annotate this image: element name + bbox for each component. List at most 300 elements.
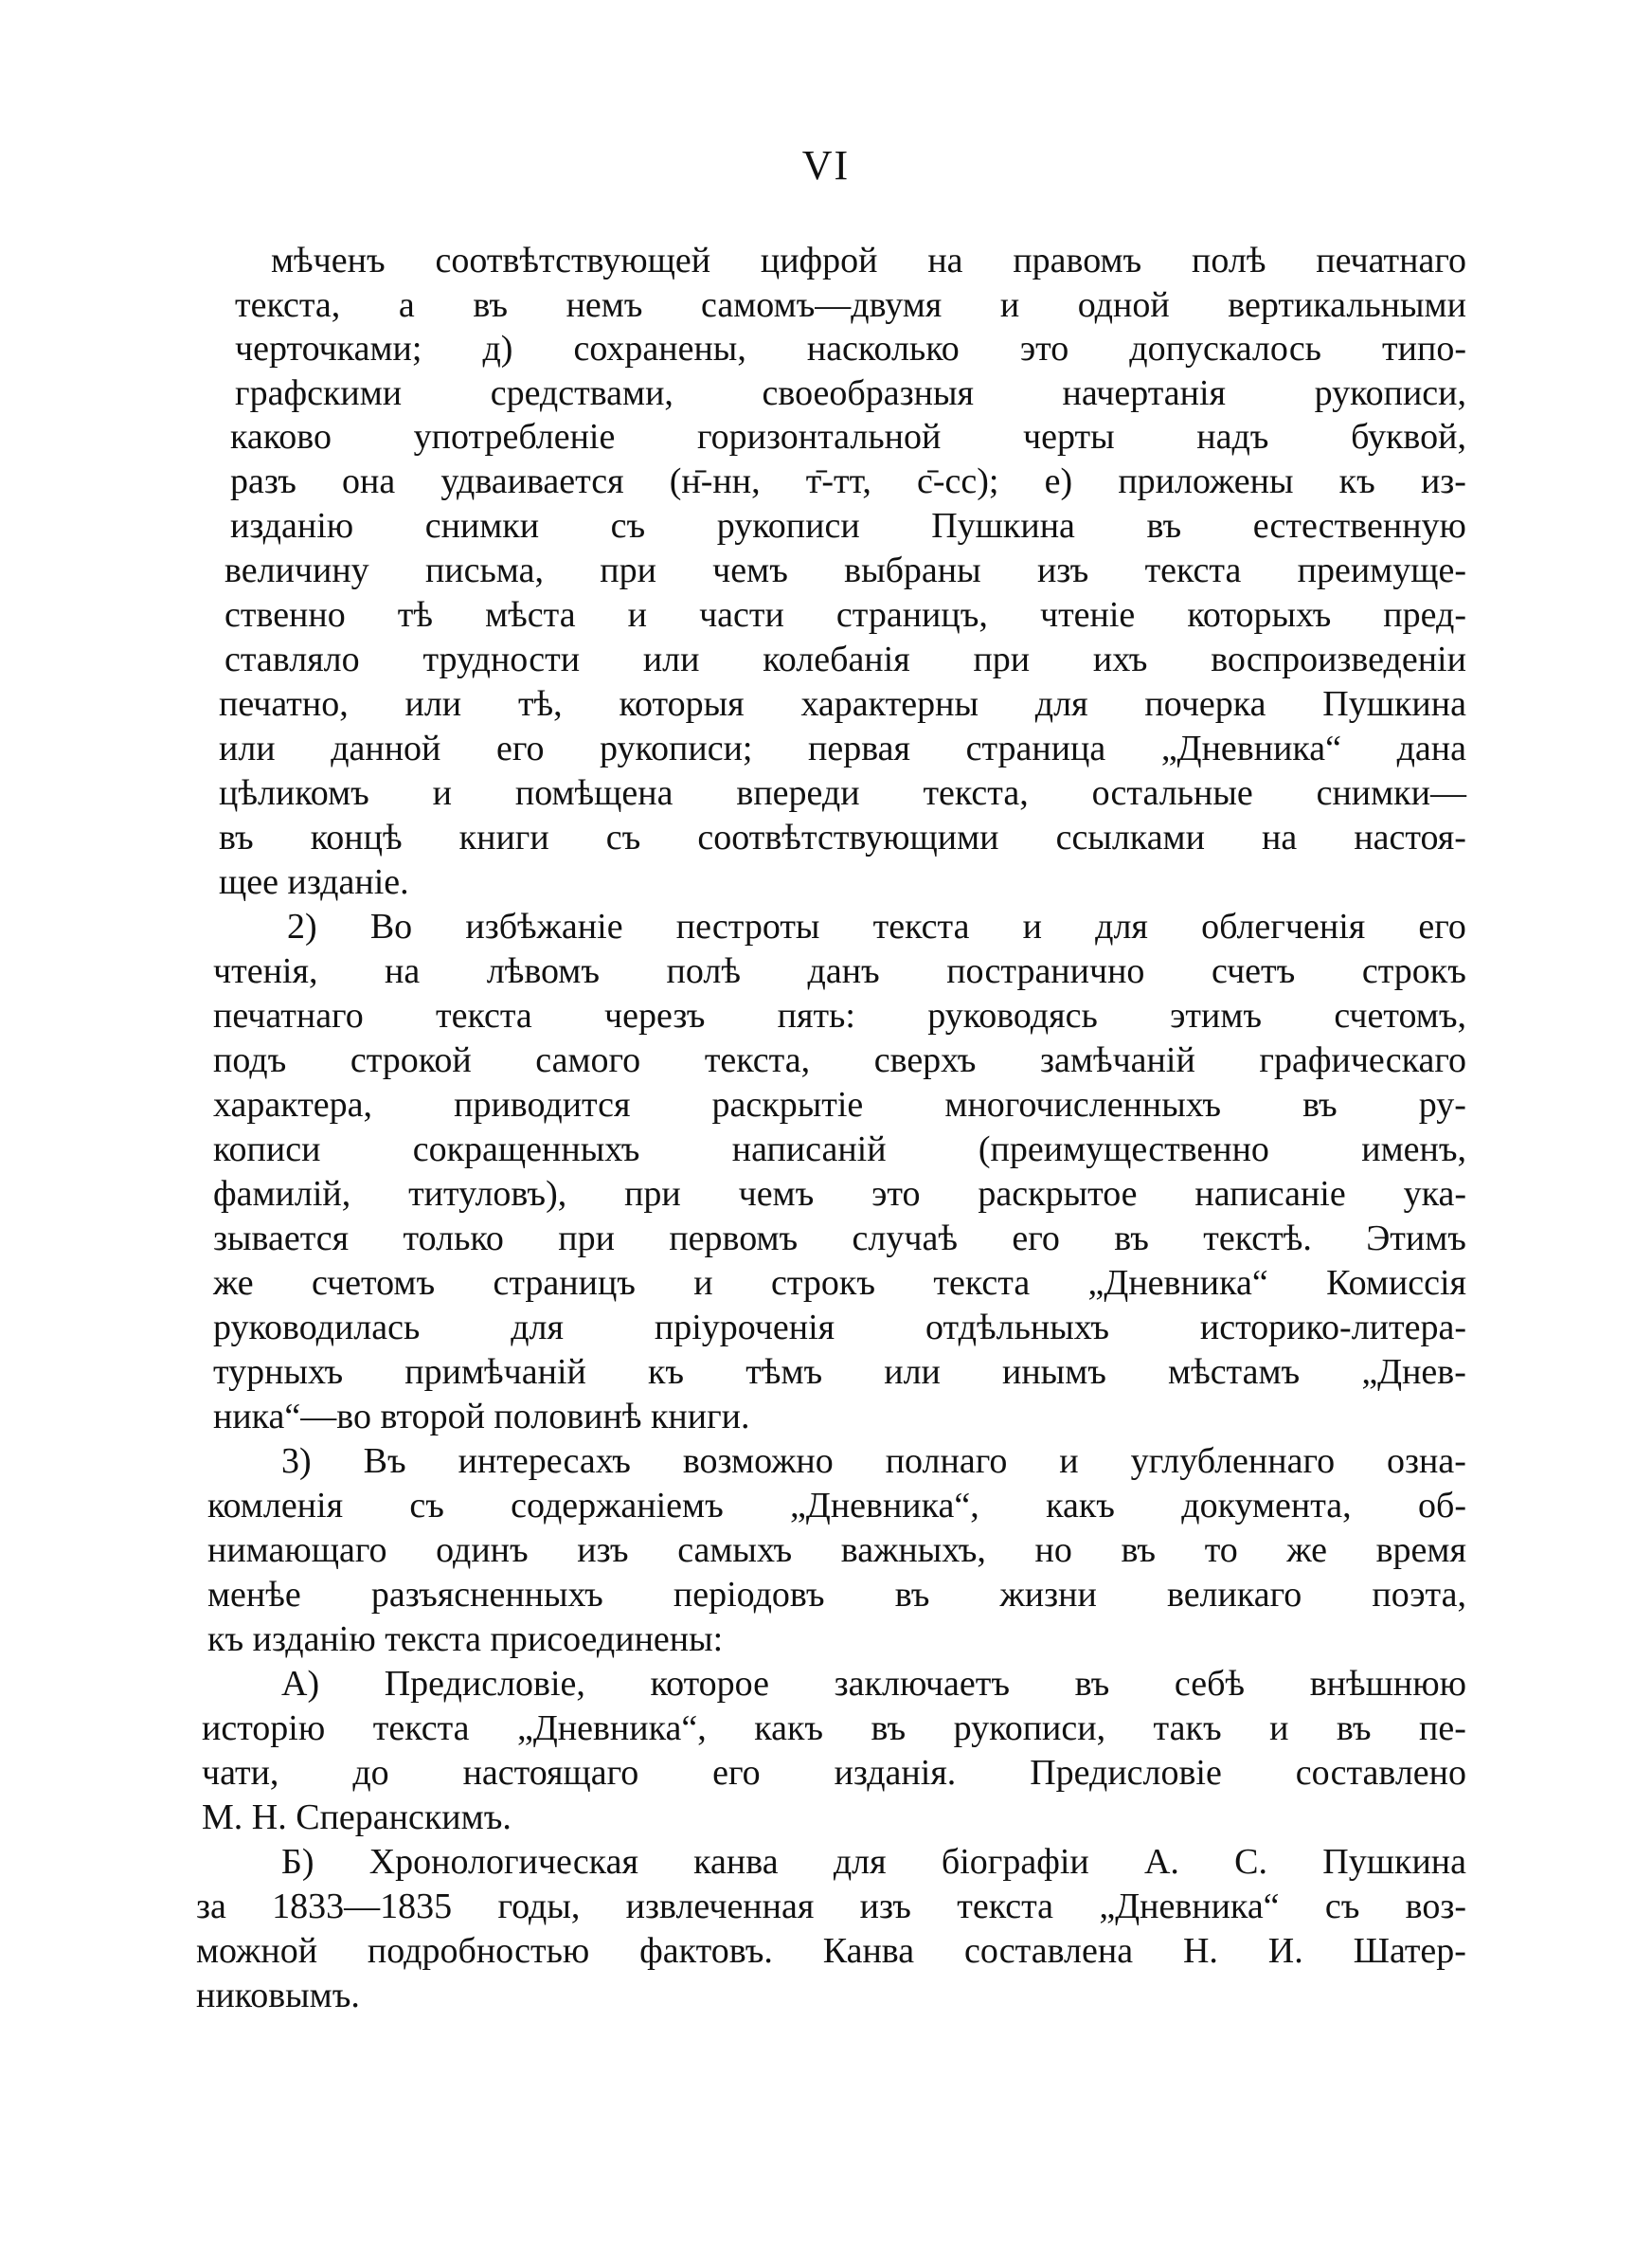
- word: письма,: [424, 551, 544, 590]
- word: Предисловіе: [1030, 1753, 1222, 1793]
- word: пять:: [777, 996, 855, 1036]
- word: и: [1022, 907, 1042, 947]
- word: выбраны: [844, 551, 981, 590]
- word: къ: [1338, 461, 1375, 501]
- text-line: [213, 1170, 1466, 1218]
- word: съ: [610, 506, 646, 546]
- word: строкъ: [770, 1263, 876, 1303]
- word: подъ: [213, 1040, 287, 1080]
- word: остальные: [1091, 773, 1253, 813]
- word: полѣ: [666, 951, 741, 991]
- word: рукописи,: [1314, 373, 1466, 413]
- word: самыхъ: [677, 1530, 793, 1570]
- text-line: къ изданію текста присоединены:: [207, 1619, 724, 1659]
- word: каково: [230, 417, 332, 457]
- word: а: [398, 285, 415, 325]
- word: такъ: [1153, 1708, 1222, 1748]
- text-line: [213, 992, 1466, 1039]
- word: на: [927, 241, 963, 280]
- word: изъ: [859, 1887, 911, 1926]
- word: „Дневника“: [1160, 729, 1342, 768]
- word: то: [1204, 1530, 1238, 1570]
- word: надъ: [1196, 417, 1269, 457]
- word: раскрытое: [978, 1174, 1138, 1214]
- word: поэта,: [1372, 1575, 1466, 1615]
- word: Пушкина: [931, 506, 1075, 546]
- word: на: [1262, 818, 1298, 858]
- word: удваивается: [440, 461, 624, 501]
- word: рукописи;: [600, 729, 753, 768]
- word: текста: [372, 1708, 470, 1748]
- text-line: [213, 948, 1466, 995]
- word: немъ: [566, 285, 643, 325]
- word: Б): [281, 1842, 314, 1882]
- word: съ: [409, 1486, 444, 1526]
- word: ихъ: [1092, 640, 1148, 679]
- text-line: никовымъ.: [196, 1976, 360, 2015]
- word: первая: [808, 729, 911, 768]
- word: трудности: [422, 640, 581, 679]
- word: изданію: [230, 506, 354, 546]
- word: соотвѣтствующей: [435, 241, 711, 280]
- word: пріуроченія: [654, 1308, 835, 1347]
- word: на: [385, 951, 421, 991]
- word: счетомъ,: [1334, 996, 1466, 1036]
- word: и: [432, 773, 452, 813]
- word: начертанія: [1062, 373, 1226, 413]
- word: ставляло: [224, 640, 360, 679]
- word: рукописи: [716, 506, 860, 546]
- word: какъ: [1046, 1486, 1115, 1526]
- word: это: [871, 1174, 921, 1214]
- word: руководясь: [927, 996, 1098, 1036]
- word: Хронологическая: [368, 1842, 638, 1882]
- word: канва: [693, 1842, 779, 1882]
- word: въ: [1336, 1708, 1372, 1748]
- word: насколько: [806, 329, 960, 369]
- word: или: [642, 640, 700, 679]
- word: сокращенныхъ: [412, 1129, 640, 1169]
- word: но: [1034, 1530, 1072, 1570]
- word: періодовъ: [673, 1575, 825, 1615]
- word: употребленіе: [413, 417, 616, 457]
- word: счетъ: [1211, 951, 1296, 991]
- text-line: [213, 1081, 1466, 1128]
- word: самомъ—двумя: [701, 285, 943, 325]
- word: до: [352, 1753, 389, 1793]
- word: изъ: [577, 1530, 629, 1570]
- text-line: [230, 502, 1466, 550]
- word: интересахъ: [458, 1441, 631, 1481]
- word: пестроты: [675, 907, 820, 947]
- word: из-: [1420, 461, 1466, 501]
- word: его: [495, 729, 545, 768]
- word: его: [1418, 907, 1466, 947]
- word: извлеченная: [625, 1887, 815, 1926]
- word: мѣстамъ: [1168, 1352, 1301, 1392]
- word: тѣ: [397, 595, 434, 635]
- text-line: [202, 1749, 1466, 1797]
- word: годы,: [497, 1887, 581, 1926]
- word: текста,: [923, 773, 1029, 813]
- word: ссылками: [1055, 818, 1205, 858]
- word: и: [1059, 1441, 1079, 1481]
- word: текста: [957, 1887, 1054, 1926]
- word: постранично: [946, 951, 1145, 991]
- word: возможно: [682, 1441, 834, 1481]
- word: печатнаго: [1316, 241, 1466, 280]
- word: рукописи,: [953, 1708, 1106, 1748]
- word: или: [404, 684, 462, 724]
- word: данъ: [807, 951, 880, 991]
- word: чтенія,: [213, 951, 318, 991]
- word: (н̄-нн,: [669, 461, 761, 501]
- word: концѣ: [310, 818, 403, 858]
- word: своеобразныя: [762, 373, 974, 413]
- word: его: [1012, 1219, 1060, 1258]
- word: внѣшнюю: [1309, 1664, 1466, 1704]
- text-line: [213, 1037, 1466, 1084]
- word: въ: [219, 818, 254, 858]
- word: страницъ: [493, 1263, 636, 1303]
- word: въ: [473, 285, 508, 325]
- word: строкой: [350, 1040, 472, 1080]
- word: подробностью: [367, 1931, 590, 1971]
- text-line: [235, 281, 1466, 329]
- word: только: [403, 1219, 504, 1258]
- text-line: щее изданіе.: [219, 862, 409, 902]
- word: тѣ,: [517, 684, 563, 724]
- text-line: [230, 458, 1466, 505]
- text-line: [207, 1482, 1466, 1529]
- word: именъ,: [1361, 1129, 1466, 1169]
- word: углубленнаго: [1130, 1441, 1336, 1481]
- word: біографіи: [941, 1842, 1089, 1882]
- word: избѣжаніе: [465, 907, 623, 947]
- word: можной: [196, 1931, 318, 1971]
- text-line: [230, 413, 1466, 460]
- text-line: [281, 1437, 1466, 1485]
- word: характера,: [213, 1085, 373, 1125]
- text-line: [235, 370, 1466, 417]
- word: Н.: [1182, 1931, 1218, 1971]
- word: пе-: [1419, 1708, 1466, 1748]
- word: Пушкина: [1322, 684, 1466, 724]
- word: написаній: [731, 1129, 887, 1169]
- text-line: [202, 1705, 1466, 1752]
- word: с̄-сс);: [917, 461, 999, 501]
- word: характерны: [800, 684, 979, 724]
- word: зывается: [213, 1219, 350, 1258]
- word: средствами,: [490, 373, 673, 413]
- word: себѣ: [1174, 1664, 1246, 1704]
- word: „Днев-: [1361, 1352, 1466, 1392]
- word: пред-: [1383, 595, 1466, 635]
- word: изданія.: [834, 1753, 957, 1793]
- word: документа,: [1181, 1486, 1352, 1526]
- word: Комиссія: [1326, 1263, 1466, 1303]
- word: 2): [287, 907, 317, 947]
- word: мѣста: [485, 595, 576, 635]
- word: печатнаго: [213, 996, 364, 1036]
- word: же: [1286, 1530, 1328, 1570]
- word: страница: [965, 729, 1106, 768]
- text-line: [213, 1304, 1466, 1351]
- word: текстѣ.: [1203, 1219, 1312, 1258]
- word: Предисловіе,: [384, 1664, 585, 1704]
- word: облегченія: [1201, 907, 1366, 947]
- word: въ: [894, 1575, 930, 1615]
- word: счетомъ: [311, 1263, 436, 1303]
- word: воспроизведеніи: [1211, 640, 1466, 679]
- text-line: [224, 591, 1466, 639]
- word: важныхъ,: [840, 1530, 986, 1570]
- word: страницъ,: [835, 595, 988, 635]
- word: текста,: [235, 285, 341, 325]
- word: естественную: [1252, 506, 1466, 546]
- word: самого: [535, 1040, 641, 1080]
- word: она: [342, 461, 396, 501]
- text-line: [196, 1883, 1466, 1930]
- word: замѣчаній: [1040, 1040, 1195, 1080]
- word: снимки: [424, 506, 540, 546]
- word: полѣ: [1192, 241, 1266, 280]
- word: текста: [933, 1263, 1031, 1303]
- word: нимающаго: [207, 1530, 387, 1570]
- word: которыя: [619, 684, 745, 724]
- word: данной: [331, 729, 441, 768]
- word: ру-: [1418, 1085, 1466, 1125]
- word: составлена: [963, 1931, 1134, 1971]
- word: менѣе: [207, 1575, 301, 1615]
- text-line: ника“—во второй половинѣ книги.: [213, 1397, 750, 1436]
- word: А.: [1143, 1842, 1179, 1882]
- word: заключаетъ: [834, 1664, 1010, 1704]
- word: озна-: [1387, 1441, 1466, 1481]
- word: въ: [1114, 1219, 1149, 1258]
- word: отдѣльныхъ: [925, 1308, 1109, 1347]
- word: лѣвомъ: [486, 951, 600, 991]
- word: въ: [1074, 1664, 1110, 1704]
- word: которое: [650, 1664, 770, 1704]
- word: для: [833, 1842, 887, 1882]
- word: т̄-тт,: [805, 461, 871, 501]
- word: помѣщена: [514, 773, 673, 813]
- word: и: [693, 1263, 713, 1303]
- word: 3): [281, 1441, 312, 1481]
- word: комленія: [207, 1486, 344, 1526]
- text-line: [235, 325, 1466, 372]
- word: графскими: [235, 373, 403, 413]
- word: „Дневника“: [1087, 1263, 1268, 1303]
- text-line: [213, 1348, 1466, 1396]
- word: примѣчаній: [404, 1352, 586, 1392]
- word: горизонтальной: [697, 417, 942, 457]
- word: строкъ: [1361, 951, 1466, 991]
- word: исторію: [202, 1708, 326, 1748]
- word: впереди: [736, 773, 860, 813]
- word: „Дневника“,: [790, 1486, 979, 1526]
- word: допускалось: [1129, 329, 1322, 369]
- word: историко-литера-: [1199, 1308, 1466, 1347]
- word: (преимущественно: [978, 1129, 1269, 1169]
- word: къ: [647, 1352, 685, 1392]
- text-line: [196, 1927, 1466, 1975]
- word: сверхъ: [873, 1040, 977, 1080]
- word: великаго: [1166, 1575, 1302, 1615]
- word: черезъ: [604, 996, 706, 1036]
- word: об-: [1417, 1486, 1466, 1526]
- word: для: [511, 1308, 564, 1347]
- word: турныхъ: [213, 1352, 344, 1392]
- text-line: [219, 814, 1466, 861]
- word: первомъ: [669, 1219, 799, 1258]
- word: раскрытіе: [711, 1085, 864, 1125]
- text-line: [287, 903, 1466, 950]
- word: жизни: [999, 1575, 1097, 1615]
- word: типо-: [1382, 329, 1466, 369]
- word: одной: [1077, 285, 1170, 325]
- word: въ: [1121, 1530, 1157, 1570]
- word: его: [712, 1753, 761, 1793]
- word: въ: [871, 1708, 907, 1748]
- text-line: [281, 1838, 1466, 1886]
- word: воз-: [1405, 1887, 1466, 1926]
- text-line: [219, 769, 1466, 817]
- word: титуловъ),: [408, 1174, 567, 1214]
- word: черты: [1022, 417, 1115, 457]
- word: съ: [1324, 1887, 1360, 1926]
- word: одинъ: [436, 1530, 529, 1570]
- text-line: [213, 1215, 1466, 1262]
- word: и: [1269, 1708, 1289, 1748]
- word: или: [219, 729, 276, 768]
- text-line: [207, 1526, 1466, 1574]
- text-line: М. Н. Сперанскимъ.: [202, 1797, 512, 1837]
- word: тѣмъ: [745, 1352, 823, 1392]
- word: приложены: [1118, 461, 1294, 501]
- text-line: [271, 237, 1466, 284]
- word: 1833—1835: [272, 1887, 453, 1926]
- text-line: [219, 680, 1466, 728]
- word: мѣченъ: [271, 241, 386, 280]
- word: И.: [1267, 1931, 1303, 1971]
- word: е): [1044, 461, 1073, 501]
- text-line: [224, 636, 1466, 683]
- word: приводится: [454, 1085, 631, 1125]
- word: которыхъ: [1187, 595, 1332, 635]
- word: настоя-: [1354, 818, 1466, 858]
- text-line: [213, 1259, 1466, 1307]
- word: книги: [458, 818, 549, 858]
- word: составлено: [1295, 1753, 1466, 1793]
- word: А): [281, 1664, 320, 1704]
- word: полнаго: [885, 1441, 1008, 1481]
- word: Въ: [363, 1441, 406, 1481]
- word: ука-: [1403, 1174, 1466, 1214]
- word: снимки—: [1316, 773, 1466, 813]
- text-line: [224, 547, 1466, 594]
- word: инымъ: [1002, 1352, 1106, 1392]
- word: чати,: [202, 1753, 279, 1793]
- word: части: [699, 595, 784, 635]
- word: Во: [369, 907, 413, 947]
- word: это: [1019, 329, 1069, 369]
- word: сохранены,: [573, 329, 746, 369]
- word: кописи: [213, 1129, 321, 1169]
- word: случаѣ: [852, 1219, 958, 1258]
- word: изъ: [1036, 551, 1089, 590]
- word: С.: [1234, 1842, 1268, 1882]
- word: Канва: [822, 1931, 915, 1971]
- word: „Дневника“: [1099, 1887, 1280, 1926]
- word: для: [1095, 907, 1148, 947]
- word: содержаніемъ: [511, 1486, 724, 1526]
- word: многочисленныхъ: [944, 1085, 1221, 1125]
- word: въ: [1302, 1085, 1338, 1125]
- word: при: [973, 640, 1031, 679]
- text-line: [219, 725, 1466, 772]
- word: фамилій,: [213, 1174, 351, 1214]
- word: Шатер-: [1353, 1931, 1466, 1971]
- word: почерка: [1144, 684, 1266, 724]
- word: соотвѣтствующими: [697, 818, 999, 858]
- word: время: [1375, 1530, 1466, 1570]
- word: въ: [1146, 506, 1182, 546]
- word: текста: [435, 996, 532, 1036]
- word: цифрой: [760, 241, 878, 280]
- word: преимуще-: [1297, 551, 1466, 590]
- word: при: [600, 551, 656, 590]
- word: за: [196, 1887, 226, 1926]
- text-line: [207, 1571, 1466, 1618]
- word: фактовъ.: [639, 1931, 773, 1971]
- word: настоящаго: [462, 1753, 639, 1793]
- word: цѣликомъ: [219, 773, 369, 813]
- word: этимъ: [1170, 996, 1263, 1036]
- word: ственно: [224, 595, 346, 635]
- text-line: [213, 1126, 1466, 1173]
- word: какъ: [754, 1708, 824, 1748]
- word: разъясненныхъ: [370, 1575, 603, 1615]
- word: для: [1034, 684, 1088, 724]
- word: вертикальными: [1228, 285, 1466, 325]
- word: при: [624, 1174, 681, 1214]
- word: написаніе: [1194, 1174, 1346, 1214]
- word: печатно,: [219, 684, 349, 724]
- page-number: VI: [801, 142, 851, 189]
- word: графическаго: [1259, 1040, 1466, 1080]
- word: при: [558, 1219, 615, 1258]
- word: дана: [1396, 729, 1466, 768]
- word: текста: [872, 907, 970, 947]
- word: разъ: [230, 461, 296, 501]
- word: текста,: [704, 1040, 811, 1080]
- word: Этимъ: [1366, 1219, 1466, 1258]
- word: черточками;: [235, 329, 422, 369]
- word: правомъ: [1013, 241, 1142, 280]
- word: чемъ: [738, 1174, 815, 1214]
- word: чтеніе: [1039, 595, 1136, 635]
- text-line: [281, 1660, 1466, 1707]
- word: буквой,: [1351, 417, 1466, 457]
- word: колебанія: [763, 640, 910, 679]
- word: руководилась: [213, 1308, 421, 1347]
- word: текста: [1144, 551, 1242, 590]
- word: величину: [224, 551, 369, 590]
- word: „Дневника“,: [517, 1708, 707, 1748]
- word: и: [627, 595, 647, 635]
